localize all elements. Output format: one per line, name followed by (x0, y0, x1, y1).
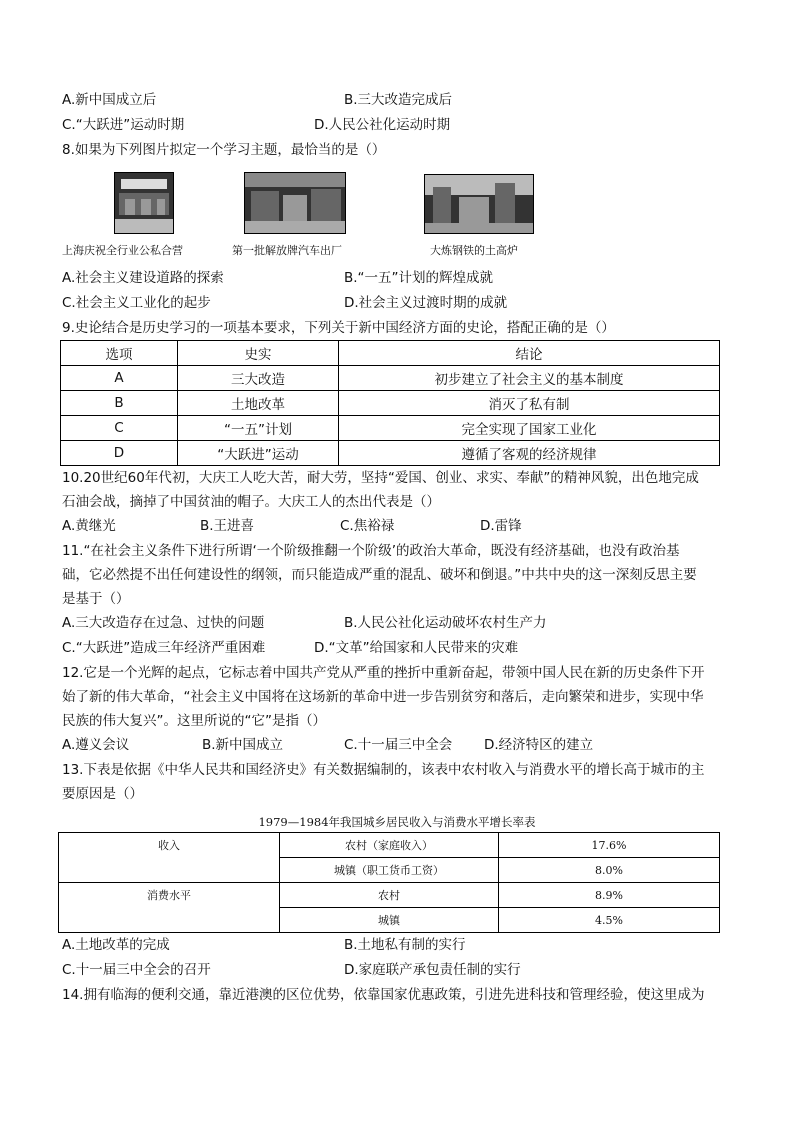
q13-options-row2 (62, 958, 732, 983)
q11-stem-line3: 是基于（） (62, 591, 130, 607)
q10-option-a: A.黄继光 (62, 518, 116, 534)
q7-options-row1 (62, 88, 732, 113)
q8-option-c: C.社会主义工业化的起步 (62, 295, 211, 311)
q9-stem: 9.史论结合是历史学习的一项基本要求，下列关于新中国经济方面的史论，搭配正确的是（） (62, 320, 615, 336)
q13-table-title: 1979—1984年我国城乡居民收入与消费水平增长率表 (258, 815, 536, 829)
table-row (61, 441, 720, 466)
cell-urban-income-value: 8.0% (499, 858, 720, 883)
cell-urban: 城镇 (280, 908, 499, 933)
q11-option-b: B.人民公社化运动破坏农村生产力 (344, 615, 547, 631)
q7-option-a: A.新中国成立后 (62, 92, 157, 108)
q8-options-row2 (62, 291, 732, 316)
q8-options-row1 (62, 266, 732, 291)
q12-option-c: C.十一届三中全会 (344, 737, 453, 753)
cell-option: A (61, 366, 178, 391)
q10-stem-line2: 石油会战，摘掉了中国贫油的帽子。大庆工人的杰出代表是（） (62, 494, 440, 510)
q7-options-row2 (62, 113, 732, 138)
q10-option-c: C.焦裕禄 (340, 518, 395, 534)
cell-option: D (61, 441, 178, 466)
cell-income-label: 收入 (59, 833, 280, 883)
table-row (61, 391, 720, 416)
q12-option-d: D.经济特区的建立 (484, 737, 594, 753)
cell-consumption-label: 消费水平 (59, 883, 280, 933)
caption-1: 上海庆祝全行业公私合营 (62, 244, 183, 257)
q11-options-row1 (62, 611, 732, 636)
q12-option-b: B.新中国成立 (202, 737, 284, 753)
q10-stem (62, 466, 732, 514)
q13-stem-line1: 13.下表是依据《中华人民共和国经济史》有关数据编制的，该表中农村收入与消费水平的增长高于城市的主 (62, 762, 705, 778)
cell-option: B (61, 391, 178, 416)
q12-option-a: A.遵义会议 (62, 737, 130, 753)
q13-stem (62, 758, 732, 806)
photo-earth-furnace (424, 174, 534, 234)
q13-option-a: A.土地改革的完成 (62, 937, 170, 953)
q13-option-b: B.土地私有制的实行 (344, 937, 466, 953)
cell-rural-consumption-value: 8.9% (499, 883, 720, 908)
photo-jiefang-trucks (244, 172, 346, 234)
cell-fact: 三大改造 (178, 366, 339, 391)
table-header-row (61, 341, 720, 366)
cell-rural: 农村 (280, 883, 499, 908)
q11-option-d: D.“文革”给国家和人民带来的灾难 (314, 640, 519, 656)
q12-stem-line1: 12.它是一个光辉的起点，它标志着中国共产党从严重的挫折中重新奋起，带领中国人民在新的历史条件下开 (62, 665, 705, 681)
q10-options (62, 514, 732, 539)
caption-2: 第一批解放牌汽车出厂 (232, 244, 342, 257)
q13-option-d: D.家庭联产承包责任制的实行 (344, 962, 521, 978)
q10-stem-line1: 10.20世纪60年代初，大庆工人吃大苦，耐大劳，坚持“爱国、创业、求实、奉献”的精神风貌，出色地完成 (62, 470, 699, 486)
q8-option-a: A.社会主义建设道路的探索 (62, 270, 224, 286)
cell-urban-consumption-value: 4.5% (499, 908, 720, 933)
cell-conclusion: 消灭了私有制 (339, 391, 720, 416)
q7-option-b: B.三大改造完成后 (344, 92, 453, 108)
q8-photos (62, 162, 732, 266)
q7-option-c: C.“大跃进”运动时期 (62, 117, 185, 133)
q13-options-row1 (62, 933, 732, 958)
q11-options-row2 (62, 636, 732, 661)
cell-fact: 土地改革 (178, 391, 339, 416)
photo-shanghai-celebration (114, 172, 174, 234)
q10-option-d: D.雷锋 (480, 518, 522, 534)
cell-fact: “大跃进”运动 (178, 441, 339, 466)
q9-table (60, 340, 720, 466)
q11-stem-line1: 11.“在社会主义条件下进行所谓‘一个阶级推翻一个阶级’的政治大革命，既没有经济基础，也没有政治基 (62, 543, 680, 559)
cell-rural-income: 农村（家庭收入） (280, 833, 499, 858)
q7-option-d: D.人民公社化运动时期 (314, 117, 451, 133)
q13-stem-line2: 要原因是（） (62, 786, 143, 802)
cell-conclusion: 遵循了客观的经济规律 (339, 441, 720, 466)
header-fact: 史实 (178, 341, 339, 366)
cell-option: C (61, 416, 178, 441)
q13-option-c: C.十一届三中全会的召开 (62, 962, 211, 978)
header-conclusion: 结论 (339, 341, 720, 366)
q12-stem (62, 661, 732, 733)
q12-stem-line2: 始了新的伟大革命，“社会主义中国将在这场新的革命中进一步告别贫穷和落后，走向繁荣和进步，实现中华 (62, 689, 704, 705)
table-row (61, 366, 720, 391)
q11-stem-line2: 础，它必然提不出任何建设性的纲领，而只能造成严重的混乱、破坏和倒退。”中共中央的这一深刻反思主要 (62, 567, 697, 583)
q8-stem: 8.如果为下列图片拟定一个学习主题，最恰当的是（） (62, 142, 386, 158)
q11-stem (62, 539, 732, 611)
q10-option-b: B.王进喜 (200, 518, 255, 534)
table-row (59, 833, 720, 858)
table-row (61, 416, 720, 441)
cell-rural-income-value: 17.6% (499, 833, 720, 858)
header-option: 选项 (61, 341, 178, 366)
cell-conclusion: 完全实现了国家工业化 (339, 416, 720, 441)
q13-table (58, 832, 720, 933)
exam-page (62, 88, 732, 1007)
table-row (59, 883, 720, 908)
q11-option-a: A.三大改造存在过急、过快的问题 (62, 615, 265, 631)
q12-stem-line3: 民族的伟大复兴”。这里所说的“它”是指（） (62, 713, 326, 729)
q8-option-d: D.社会主义过渡时期的成就 (344, 295, 508, 311)
q8-option-b: B.“一五”计划的辉煌成就 (344, 270, 494, 286)
cell-conclusion: 初步建立了社会主义的基本制度 (339, 366, 720, 391)
cell-urban-income: 城镇（职工货币工资） (280, 858, 499, 883)
cell-fact: “一五”计划 (178, 416, 339, 441)
q12-options (62, 733, 732, 758)
q14-stem: 14.拥有临海的便利交通，靠近港澳的区位优势，依靠国家优惠政策，引进先进科技和管理经验，使这里成为 (62, 987, 705, 1003)
caption-3: 大炼钢铁的土高炉 (430, 244, 518, 257)
q11-option-c: C.“大跃进”造成三年经济严重困难 (62, 640, 266, 656)
